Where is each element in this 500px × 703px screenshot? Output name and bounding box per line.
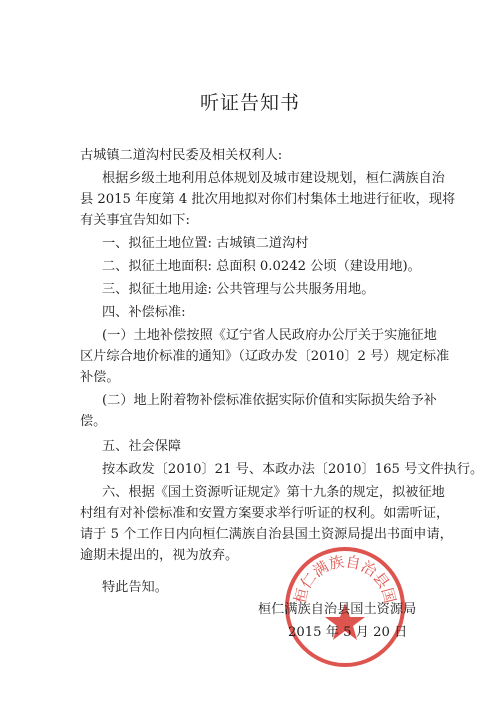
- item-location: 一、拟征土地位置: 古城镇二道沟村: [102, 236, 309, 251]
- comp2-line-2: 偿。: [80, 414, 107, 429]
- item-compensation-heading: 四、补偿标准:: [102, 305, 186, 320]
- intro-line-3: 有关事宜告知如下:: [80, 213, 190, 228]
- social-text: 按本政发〔2010〕21 号、本政办法〔2010〕165 号文件执行。: [102, 462, 484, 477]
- comp1-line-2: 区片综合地价标准的通知》（辽政办发〔2010〕2 号）规定标准: [80, 349, 450, 364]
- salutation: 古城镇二道沟村民委及相关权利人:: [80, 148, 283, 163]
- document-title: 听证告知书: [199, 92, 300, 114]
- item-use: 三、拟征土地用途: 公共管理与公共服务用地。: [102, 282, 375, 297]
- comp1-line-3: 补偿。: [80, 370, 120, 385]
- issuer-signature: 桓仁满族自治县国土资源局: [258, 602, 417, 617]
- item-area: 二、拟征土地面积: 总面积 0.0242 公顷（建设用地)。: [102, 259, 421, 274]
- intro-line-2: 县 2015 年度第 4 批次用地拟对你们村集体土地进行征收，现将: [80, 192, 456, 207]
- hearing-line-4: 逾期未提出的，视为放弃。: [80, 548, 239, 563]
- social-heading: 五、社会保障: [102, 439, 182, 454]
- hearing-line-2: 村组有对补偿标准和安置方案要求举行听证的权利。如需听证，: [80, 506, 450, 521]
- svg-text:桓仁满族自治县国土: [283, 545, 399, 605]
- closing: 特此告知。: [102, 580, 168, 595]
- seal-text: 桓仁满族自治县国: [290, 552, 400, 606]
- issue-date: 2015 年 5 月 20 日: [288, 625, 408, 640]
- comp1-line-1: (一）土地补偿按照《辽宁省人民政府办公厅关于实施征地: [102, 328, 437, 343]
- hearing-line-3: 请于 5 个工作日内向桓仁满族自治县国土资源局提出书面申请，: [80, 527, 453, 542]
- hearing-line-1: 六、根据《国土资源听证规定》第十九条的规定，拟被征地: [102, 485, 445, 500]
- intro-line-1: 根据乡级土地利用总体规划及城市建设规划，桓仁满族自治: [102, 171, 445, 186]
- comp2-line-1: (二）地上附着物补偿标准依据实际价值和实际损失给予补: [102, 393, 437, 408]
